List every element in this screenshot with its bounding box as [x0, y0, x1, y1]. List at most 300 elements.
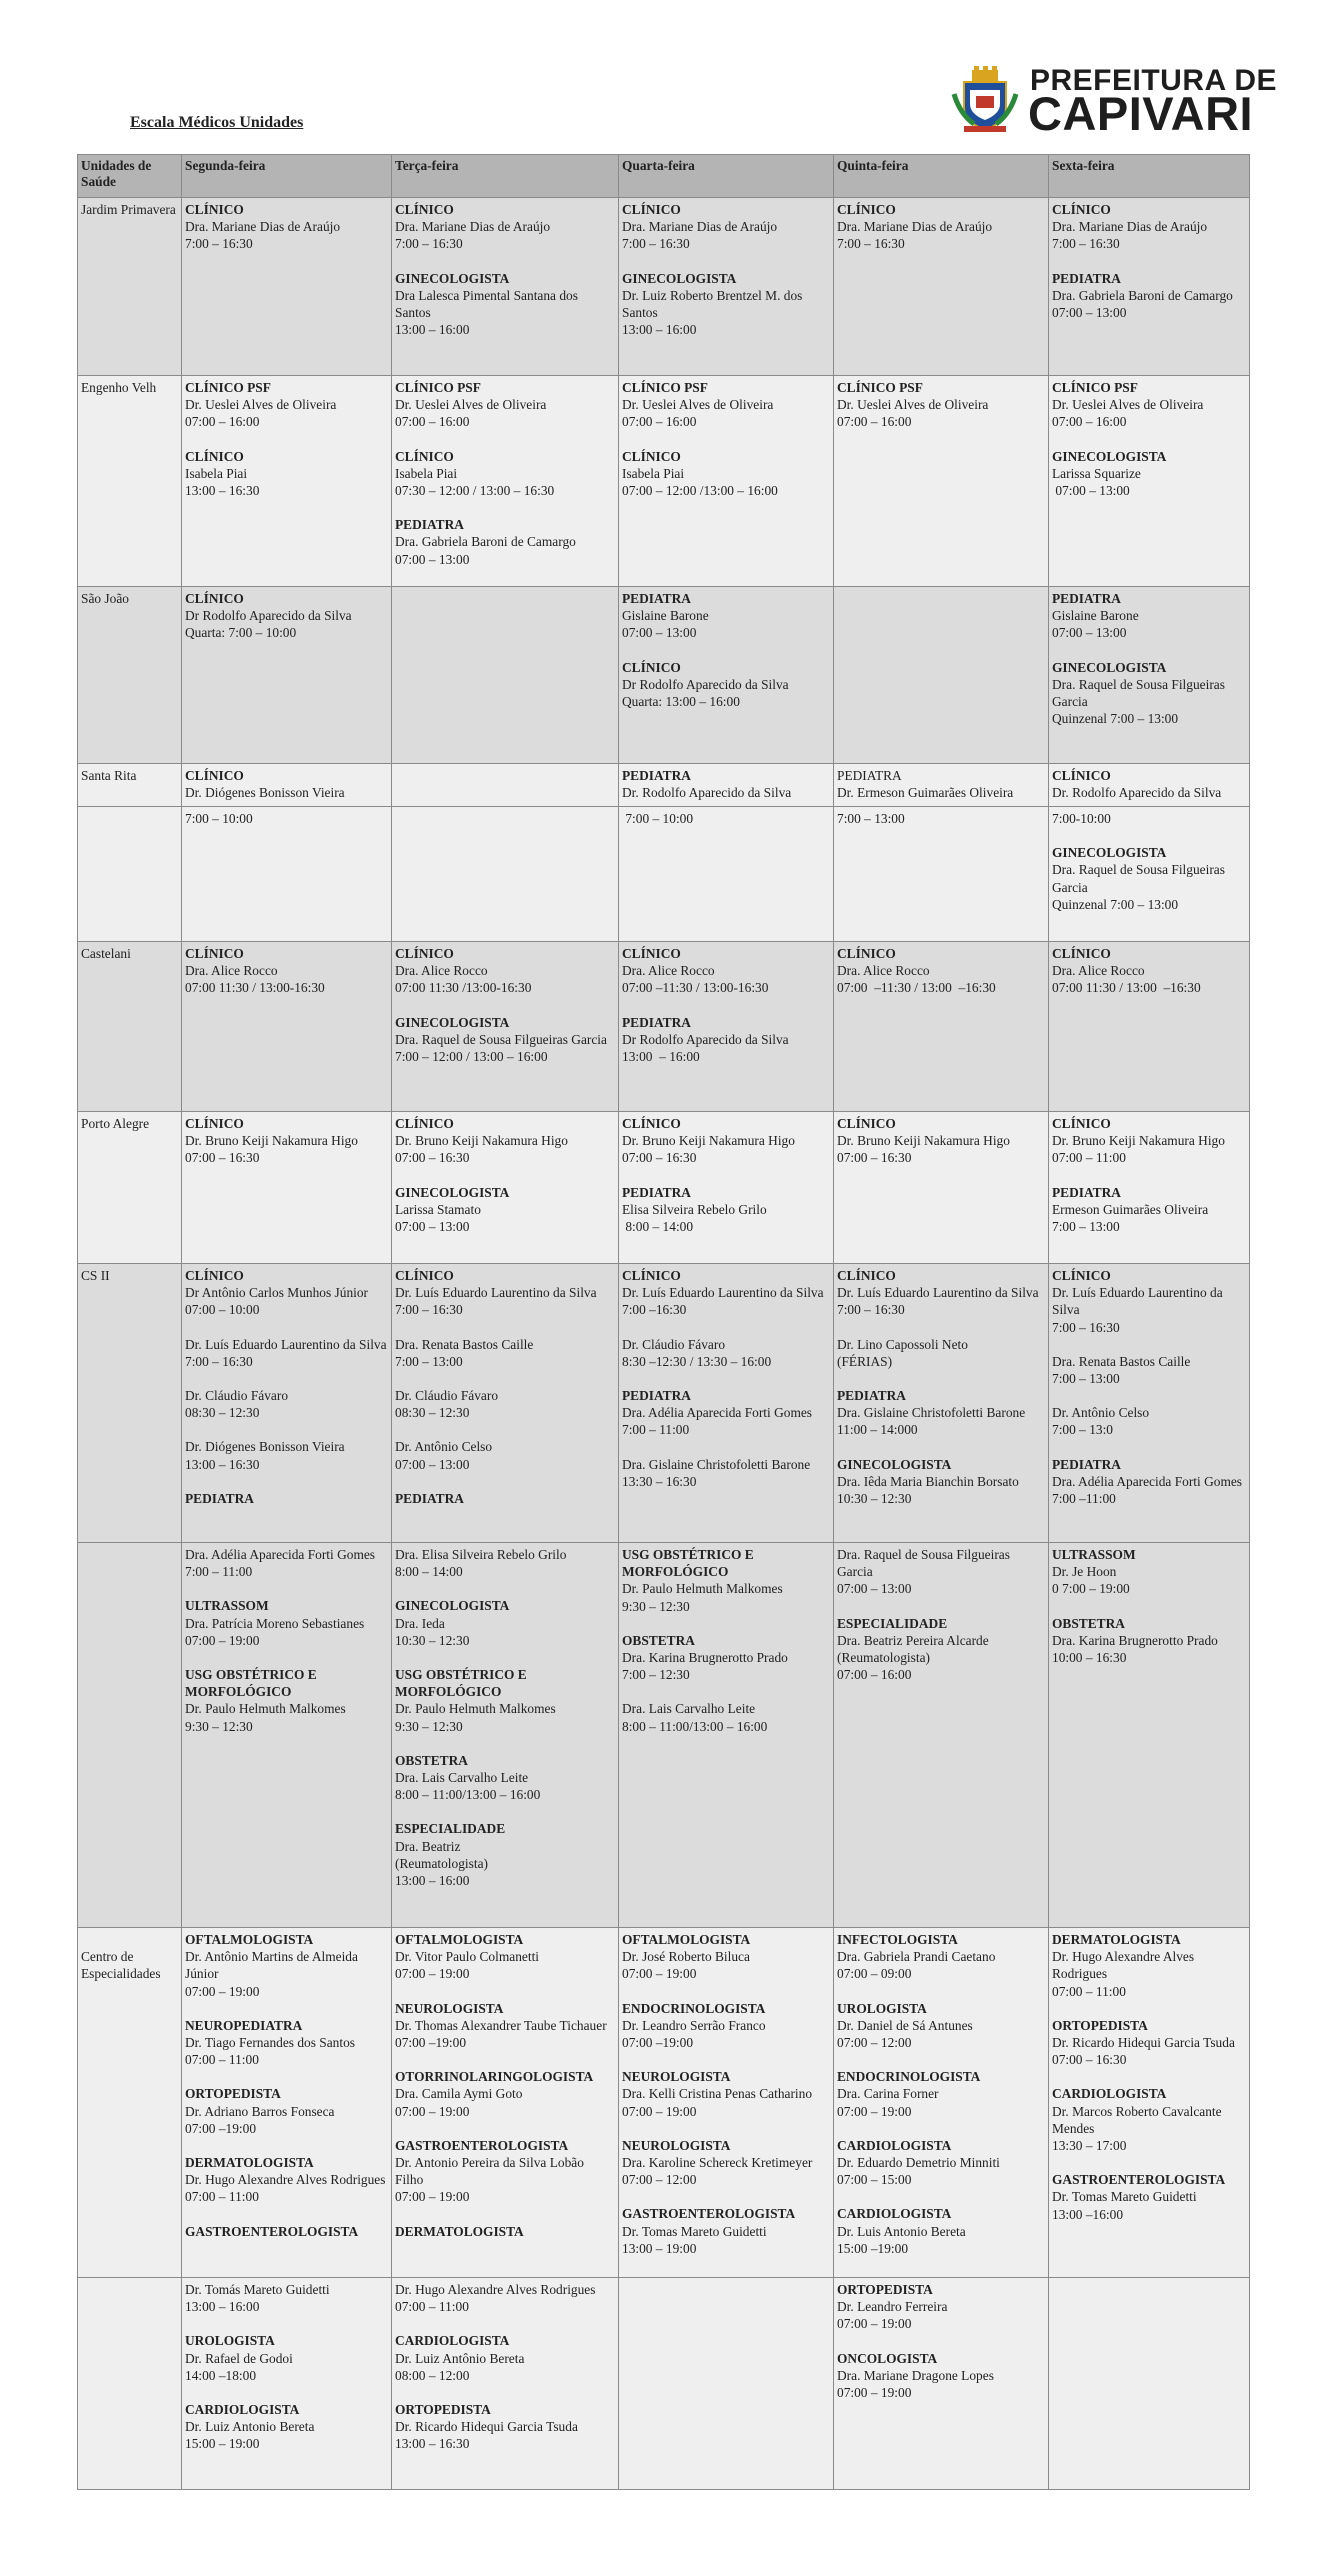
- schedule-entry: [395, 201, 615, 253]
- specialty-label: GINECOLOGISTA: [1052, 659, 1167, 675]
- entry-line: Dr Rodolfo Aparecido da Silva: [622, 1031, 789, 1047]
- entry-line: Quinzenal 7:00 – 13:00: [1052, 711, 1179, 727]
- specialty-label: CLÍNICO: [1052, 768, 1111, 783]
- schedule-entry: [1052, 379, 1246, 431]
- specialty-label: CARDIOLOGISTA: [395, 2333, 510, 2349]
- unit-name-cell: [78, 1543, 182, 1928]
- schedule-entry: [622, 590, 830, 642]
- entry-line: Dra. Mariane Dias de Araújo: [837, 219, 993, 235]
- schedule-entry: [1052, 810, 1246, 827]
- specialty-label: CLÍNICO: [185, 591, 244, 606]
- entry-line: 07:00 – 19:00: [622, 1966, 697, 1982]
- schedule-entry: [395, 1115, 615, 1167]
- entry-line: Dra. Iêda Maria Bianchin Borsato: [837, 1473, 1019, 1489]
- entry-line: 7:00 –16:30: [622, 1302, 687, 1318]
- schedule-entry: [622, 1387, 830, 1439]
- schedule-entry: [622, 659, 830, 711]
- entry-line: 07:00 –19:00: [185, 2120, 257, 2136]
- schedule-entry: [185, 1597, 388, 1649]
- entry-line: 07:00 – 12:00: [622, 2172, 697, 2188]
- table-row: [78, 2278, 1250, 2490]
- entry-line: 7:00 – 13:00: [1052, 1219, 1120, 1235]
- schedule-cell: [182, 587, 392, 764]
- entry-line: 07:00 – 16:00: [185, 414, 260, 430]
- schedule-cell: [1049, 764, 1250, 807]
- entry-line: 7:00-10:00: [1052, 811, 1111, 826]
- schedule-entry: [1052, 1546, 1246, 1598]
- specialty-label: INFECTOLOGISTA: [837, 1932, 958, 1947]
- entry-line: 07:00 – 15:00: [837, 2172, 912, 2188]
- specialty-label: CLÍNICO: [622, 448, 681, 464]
- specialty-label: OFTALMOLOGISTA: [185, 1932, 314, 1947]
- entry-line: 7:00 – 11:00: [622, 1422, 690, 1438]
- schedule-entry: [185, 945, 388, 997]
- schedule-entry: [837, 1615, 1045, 1684]
- entry-line: Dr. Antônio Martins de Almeida Júnior: [185, 1949, 362, 1982]
- schedule-entry: [395, 1490, 615, 1507]
- entry-line: Ermeson Guimarães Oliveira: [1052, 1201, 1209, 1217]
- schedule-cell: [182, 764, 392, 807]
- entry-line: Dr. Leandro Ferreira: [837, 2299, 948, 2315]
- schedule-cell: [1049, 1112, 1250, 1264]
- schedule-entry: [1052, 1404, 1246, 1438]
- schedule-entry: [395, 1931, 615, 1983]
- specialty-label: GASTROENTEROLOGISTA: [185, 2223, 359, 2239]
- schedule-cell: [1049, 376, 1250, 587]
- schedule-body: [78, 198, 1250, 2490]
- schedule-entry: [395, 1387, 615, 1421]
- schedule-entry: [185, 1490, 388, 1507]
- entry-line: Dr. Rafael de Godoi: [185, 2350, 293, 2366]
- schedule-entry: [1052, 1184, 1246, 1236]
- specialty-label: CLÍNICO: [1052, 202, 1111, 217]
- entry-line: Dra. Ieda: [395, 1615, 445, 1631]
- schedule-entry: [395, 1752, 615, 1804]
- entry-line: Dr. Tiago Fernandes dos Santos: [185, 2035, 355, 2051]
- specialty-label: CLÍNICO: [395, 1268, 454, 1283]
- schedule-entry: [622, 1456, 830, 1490]
- schedule-table: [77, 154, 1250, 2490]
- entry-line: Dra. Mariane Dias de Araújo: [185, 219, 341, 235]
- entry-line: Dr. Rodolfo Aparecido da Silva: [622, 785, 792, 801]
- schedule-entry: [1052, 270, 1246, 322]
- entry-line: Dra. Mariane Dias de Araújo: [1052, 219, 1208, 235]
- schedule-entry: [185, 2223, 388, 2240]
- schedule-entry: [837, 201, 1045, 253]
- schedule-entry: [185, 379, 388, 431]
- schedule-entry: [1052, 2017, 1246, 2069]
- schedule-cell: [1049, 807, 1250, 942]
- schedule-entry: [395, 1184, 615, 1236]
- entry-line: Dr. Eduardo Demetrio Minniti: [837, 2155, 1000, 2171]
- schedule-cell: [392, 1112, 619, 1264]
- specialty-label: NEUROLOGISTA: [622, 2069, 731, 2085]
- entry-line: 08:30 – 12:30: [395, 1405, 470, 1421]
- schedule-entry: [622, 767, 830, 801]
- specialty-label: PEDIATRA: [395, 1490, 464, 1506]
- entry-line: Dra. Mariane Dias de Araújo: [622, 219, 778, 235]
- specialty-label: PEDIATRA: [185, 1490, 254, 1506]
- entry-line: Dr. Tomas Mareto Guidetti: [622, 2223, 767, 2239]
- schedule-entry: [622, 2000, 830, 2052]
- entry-line: 7:00 – 13:00: [395, 1353, 463, 1369]
- entry-line: 07:00 – 16:00: [622, 414, 697, 430]
- schedule-entry: [622, 945, 830, 997]
- schedule-entry: [185, 1666, 388, 1735]
- entry-line: Dr. Diógenes Bonisson Vieira: [185, 1439, 345, 1455]
- schedule-entry: [1052, 2085, 1246, 2154]
- schedule-entry: [185, 2281, 388, 2315]
- unit-name-cell: [78, 2278, 182, 2490]
- entry-line: 7:00 – 16:30: [837, 236, 905, 252]
- schedule-entry: [837, 379, 1045, 431]
- schedule-entry: [1052, 1115, 1246, 1167]
- schedule-cell: [392, 764, 619, 807]
- specialty-label: ENDOCRINOLOGISTA: [837, 2069, 981, 2085]
- entry-line: (FÉRIAS): [837, 1353, 893, 1369]
- schedule-cell: [392, 587, 619, 764]
- schedule-cell: [834, 2278, 1049, 2490]
- schedule-entry: [837, 2205, 1045, 2257]
- header-friday: Sexta-feira: [1049, 155, 1250, 198]
- entry-line: Larissa Squarize: [1052, 465, 1141, 481]
- entry-line: 7:00 – 13:00: [1052, 1371, 1120, 1387]
- prefeitura-logo: [950, 64, 1278, 140]
- entry-line: Dr. Luiz Roberto Brentzel M. dos Santos: [622, 287, 806, 321]
- schedule-entry: [837, 1387, 1045, 1439]
- entry-line: Dr. Cláudio Fávaro: [185, 1388, 289, 1404]
- entry-line: Dr. Paulo Helmuth Malkomes: [395, 1701, 556, 1717]
- specialty-label: PEDIATRA: [1052, 1456, 1121, 1472]
- specialty-label: DERMATOLOGISTA: [185, 2155, 314, 2171]
- entry-line: 7:00 – 16:30: [395, 236, 463, 252]
- schedule-entry: [395, 379, 615, 431]
- specialty-label: NEUROPEDIATRA: [185, 2017, 303, 2033]
- schedule-entry: [1052, 2171, 1246, 2223]
- entry-line: Dr. Bruno Keiji Nakamura Higo: [395, 1133, 568, 1149]
- specialty-label: PEDIATRA: [395, 517, 464, 533]
- entry-line: Dr. Tomas Mareto Guidetti: [1052, 2189, 1197, 2205]
- entry-line: 8:00 – 14:00: [395, 1564, 463, 1580]
- specialty-label: GINECOLOGISTA: [395, 270, 510, 286]
- entry-line: Dr. Bruno Keiji Nakamura Higo: [185, 1133, 358, 1149]
- entry-line: Dra. Alice Rocco: [622, 963, 715, 979]
- entry-line: Dra. Alice Rocco: [185, 963, 278, 979]
- entry-line: 7:00 – 10:00: [622, 811, 694, 826]
- entry-line: 11:00 – 14:000: [837, 1422, 918, 1438]
- entry-line: Dr. Daniel de Sá Antunes: [837, 2017, 973, 2033]
- entry-line: Dr. Je Hoon: [1052, 1564, 1117, 1580]
- entry-line: Dr. Bruno Keiji Nakamura Higo: [837, 1133, 1010, 1149]
- header-unit: Unidades de Saúde: [78, 155, 182, 198]
- specialty-label: GINECOLOGISTA: [395, 1598, 510, 1614]
- schedule-entry: [395, 2332, 615, 2384]
- unit-name-cell: Jardim Primavera: [78, 198, 182, 376]
- entry-line: 07:00 – 13:00: [1052, 305, 1127, 321]
- entry-line: 07:00 – 13:00: [395, 1456, 470, 1472]
- entry-line: 07:00 – 19:00: [837, 2316, 912, 2332]
- specialty-label: CLÍNICO: [622, 1116, 681, 1131]
- specialty-label: ORTOPEDISTA: [837, 2282, 933, 2297]
- schedule-cell: [1049, 198, 1250, 376]
- entry-line: Dr. Ricardo Hidequi Garcia Tsuda: [1052, 2035, 1235, 2051]
- entry-line: 13:00 – 16:00: [622, 322, 697, 338]
- entry-line: Dr. Ueslei Alves de Oliveira: [837, 397, 989, 413]
- schedule-entry: [185, 2085, 388, 2137]
- table-row: [78, 198, 1250, 376]
- schedule-cell: [392, 376, 619, 587]
- entry-line: Dra. Gislaine Christofoletti Barone: [622, 1456, 811, 1472]
- schedule-entry: [837, 2350, 1045, 2402]
- entry-line: 07:00 – 19:00: [837, 2103, 912, 2119]
- specialty-label: OFTALMOLOGISTA: [622, 1932, 751, 1947]
- entry-line: Dr. Hugo Alexandre Alves Rodrigues: [395, 2282, 596, 2297]
- entry-line: Dra. Carina Forner: [837, 2086, 939, 2102]
- schedule-cell: [182, 198, 392, 376]
- schedule-entry: [837, 2137, 1045, 2189]
- entry-line: Dra. Mariane Dias de Araújo: [395, 219, 551, 235]
- specialty-label: USG OBSTÉTRICO E MORFOLÓGICO: [395, 1667, 527, 1700]
- specialty-label: CLÍNICO: [837, 1116, 896, 1131]
- specialty-label: CARDIOLOGISTA: [837, 2206, 952, 2222]
- specialty-label: OBSTETRA: [1052, 1615, 1125, 1631]
- specialty-label: CLÍNICO: [185, 448, 244, 464]
- specialty-label: CLÍNICO PSF: [837, 380, 923, 395]
- entry-line: 07:00 –11:30 / 13:00 –16:30: [837, 980, 996, 996]
- entry-line: 9:30 – 12:30: [395, 1718, 463, 1734]
- schedule-entry: [622, 1267, 830, 1319]
- specialty-label: GINECOLOGISTA: [622, 270, 737, 286]
- schedule-entry: [837, 1546, 1045, 1598]
- entry-line: 07:00 – 16:30: [395, 1150, 470, 1166]
- entry-line: 07:00 – 09:00: [837, 1966, 912, 1982]
- entry-line: Elisa Silveira Rebelo Grilo: [622, 1201, 767, 1217]
- entry-line: Dra. Patrícia Moreno Sebastianes: [185, 1615, 365, 1631]
- specialty-label: PEDIATRA: [622, 1014, 691, 1030]
- entry-line: 07:00 – 19:00: [622, 2103, 697, 2119]
- schedule-entry: [185, 1387, 388, 1421]
- entry-line: Dra. Karina Brugnerotto Prado: [1052, 1632, 1218, 1648]
- specialty-label: CLÍNICO: [622, 946, 681, 961]
- entry-line: 07:00 11:30 /13:00-16:30: [395, 980, 532, 996]
- entry-line: 07:00 – 19:00: [395, 2103, 470, 2119]
- entry-line: 07:00 – 10:00: [185, 1302, 260, 1318]
- schedule-cell: [182, 807, 392, 942]
- schedule-cell: [834, 807, 1049, 942]
- schedule-entry: [837, 767, 1045, 801]
- entry-line: 07:00 –19:00: [395, 2035, 467, 2051]
- table-row: [78, 807, 1250, 942]
- entry-line: 7:00 – 13:00: [837, 811, 905, 826]
- table-row: [78, 1543, 1250, 1928]
- entry-line: Dr. Bruno Keiji Nakamura Higo: [622, 1133, 795, 1149]
- specialty-label: ORTOPEDISTA: [1052, 2017, 1148, 2033]
- entry-line: Dr. José Roberto Biluca: [622, 1949, 750, 1965]
- entry-line: Dr. Diógenes Bonisson Vieira: [185, 785, 345, 801]
- entry-line: Dr. Ermeson Guimarães Oliveira: [837, 785, 1014, 801]
- schedule-entry: [185, 2401, 388, 2453]
- entry-line: 7:00 – 16:30: [395, 1302, 463, 1318]
- entry-line: Dr. Lino Capossoli Neto: [837, 1336, 968, 1352]
- entry-line: Dra. Gislaine Christofoletti Barone: [837, 1405, 1026, 1421]
- specialty-label: PEDIATRA: [622, 591, 691, 606]
- entry-line: Dra. Alice Rocco: [395, 963, 488, 979]
- entry-line: 07:00 – 13:00: [1052, 625, 1127, 641]
- schedule-cell: [834, 587, 1049, 764]
- schedule-entry: [1052, 590, 1246, 642]
- specialty-label: CLÍNICO PSF: [1052, 380, 1138, 395]
- schedule-entry: [837, 2000, 1045, 2052]
- entry-line: Dr Rodolfo Aparecido da Silva: [622, 676, 789, 692]
- schedule-entry: [837, 1115, 1045, 1167]
- schedule-entry: [837, 1336, 1045, 1370]
- schedule-cell: [392, 198, 619, 376]
- specialty-label: CLÍNICO: [837, 946, 896, 961]
- schedule-entry: [1052, 448, 1246, 500]
- entry-line: 13:00 – 16:30: [185, 1456, 260, 1472]
- schedule-cell: [619, 807, 834, 942]
- schedule-cell: [392, 1928, 619, 2278]
- entry-line: 8:00 – 14:00: [622, 1219, 694, 1235]
- specialty-label: CLÍNICO: [185, 946, 244, 961]
- entry-line: Dr. Ueslei Alves de Oliveira: [622, 397, 774, 413]
- specialty-label: PEDIATRA: [1052, 591, 1121, 606]
- entry-line: 8:30 –12:30 / 13:30 – 16:00: [622, 1353, 772, 1369]
- entry-line: 07:00 – 13:00: [837, 1581, 912, 1597]
- specialty-label: PEDIATRA: [837, 1388, 906, 1404]
- schedule-cell: [619, 376, 834, 587]
- specialty-label: ESPECIALIDADE: [395, 1821, 506, 1837]
- entry-line: Dr. Tomás Mareto Guidetti: [185, 2282, 330, 2297]
- header-monday: Segunda-feira: [182, 155, 392, 198]
- schedule-cell: [1049, 1928, 1250, 2278]
- entry-line: 07:00 –11:30 / 13:00-16:30: [622, 980, 769, 996]
- entry-line: 13:00 – 16:00: [395, 322, 470, 338]
- entry-line: 07:00 – 11:00: [1052, 1983, 1126, 1999]
- schedule-entry: [395, 1666, 615, 1735]
- entry-line: Dr. Adriano Barros Fonseca: [185, 2103, 335, 2119]
- specialty-label: CLÍNICO: [622, 1268, 681, 1283]
- unit-name-cell: Santa Rita: [78, 764, 182, 807]
- specialty-label: CLÍNICO: [1052, 1116, 1111, 1131]
- entry-line: 07:00 – 11:00: [1052, 1150, 1126, 1166]
- specialty-label: GINECOLOGISTA: [1052, 448, 1167, 464]
- schedule-entry: [185, 1336, 388, 1370]
- specialty-label: CLÍNICO: [395, 1116, 454, 1131]
- entry-line: 07:00 – 16:30: [622, 1150, 697, 1166]
- entry-line: 10:30 – 12:30: [837, 1491, 912, 1507]
- unit-name-cell: Centro de Especialidades: [78, 1928, 182, 2278]
- table-row: [78, 587, 1250, 764]
- entry-line: Dra. Kelli Cristina Penas Catharino: [622, 2086, 813, 2102]
- schedule-entry: [622, 448, 830, 500]
- schedule-entry: [622, 1014, 830, 1066]
- entry-line: Dra Lalesca Pimental Santana dos Santos: [395, 287, 582, 321]
- specialty-label: CLÍNICO: [185, 768, 244, 783]
- schedule-cell: [182, 1112, 392, 1264]
- schedule-cell: [392, 1264, 619, 1543]
- specialty-label: CARDIOLOGISTA: [1052, 2086, 1167, 2102]
- schedule-entry: [395, 1820, 615, 1889]
- schedule-cell: [182, 2278, 392, 2490]
- entry-line: Dra. Raquel de Sousa Filgueiras Garcia: [837, 1547, 1014, 1580]
- schedule-entry: [395, 1014, 615, 1066]
- entry-line: 7:00 – 16:30: [837, 1302, 905, 1318]
- specialty-label: OBSTETRA: [395, 1752, 468, 1768]
- entry-line: 8:00 – 11:00/13:00 – 16:00: [395, 1787, 541, 1803]
- entry-line: 14:00 –18:00: [185, 2367, 257, 2383]
- logo-line1: PREFEITURA DE: [1030, 64, 1278, 97]
- schedule-entry: [622, 1184, 830, 1236]
- entry-line: 7:00 – 16:30: [185, 1353, 253, 1369]
- entry-line: 07:00 – 11:00: [185, 2052, 259, 2068]
- schedule-entry: [837, 2281, 1045, 2333]
- city-crest-icon: [950, 64, 1020, 134]
- entry-line: 15:00 – 19:00: [185, 2436, 260, 2452]
- entry-line: Quarta: 7:00 – 10:00: [185, 625, 297, 641]
- entry-line: 07:00 – 16:30: [185, 1150, 260, 1166]
- schedule-entry: [185, 590, 388, 642]
- specialty-label: CLÍNICO: [185, 202, 244, 217]
- specialty-label: GASTROENTEROLOGISTA: [622, 2206, 796, 2222]
- schedule-entry: [622, 270, 830, 339]
- schedule-entry: [395, 2068, 615, 2120]
- schedule-cell: [834, 942, 1049, 1112]
- entry-line: 07:00 – 11:00: [395, 2299, 469, 2315]
- entry-line: 07:00 – 13:00: [622, 625, 697, 641]
- schedule-cell: [392, 2278, 619, 2490]
- schedule-cell: [619, 1112, 834, 1264]
- entry-line: 08:30 – 12:30: [185, 1405, 260, 1421]
- schedule-cell: [1049, 1264, 1250, 1543]
- entry-line: Dra. Karina Brugnerotto Prado: [622, 1650, 788, 1666]
- schedule-entry: [1052, 1615, 1246, 1667]
- entry-line: (Reumatologista): [837, 1650, 930, 1666]
- schedule-entry: [837, 2068, 1045, 2120]
- schedule-entry: [622, 810, 830, 827]
- entry-line: 13:00 – 16:00: [395, 1873, 470, 1889]
- entry-line: Dr. Hugo Alexandre Alves Rodrigues: [185, 2172, 386, 2188]
- entry-line: 07:00 – 16:00: [837, 1667, 912, 1683]
- specialty-label: ENDOCRINOLOGISTA: [622, 2000, 766, 2016]
- schedule-entry: [395, 1336, 615, 1370]
- schedule-cell: [619, 764, 834, 807]
- schedule-cell: [834, 1928, 1049, 2278]
- entry-line: Dr Rodolfo Aparecido da Silva: [185, 608, 352, 624]
- specialty-label: CLÍNICO: [837, 1268, 896, 1283]
- entry-line: Dra. Raquel de Sousa Filgueiras Garcia: [1052, 862, 1229, 895]
- entry-line: Dr. Paulo Helmuth Malkomes: [622, 1581, 783, 1597]
- entry-line: Dr Antônio Carlos Munhos Júnior: [185, 1285, 369, 1301]
- specialty-label: CLÍNICO: [1052, 946, 1111, 961]
- entry-line: Dra. Raquel de Sousa Filgueiras Garcia: [1052, 676, 1229, 710]
- entry-line: Dr. Luís Eduardo Laurentino da Silva: [622, 1285, 824, 1301]
- entry-line: 07:00 – 19:00: [185, 1632, 260, 1648]
- schedule-entry: [395, 1546, 615, 1580]
- specialty-label: USG OBSTÉTRICO E MORFOLÓGICO: [185, 1667, 317, 1700]
- schedule-entry: [185, 2017, 388, 2069]
- specialty-label: CLÍNICO: [837, 202, 896, 217]
- schedule-entry: [395, 1267, 615, 1319]
- schedule-entry: [622, 201, 830, 253]
- entry-line: Dr. Ueslei Alves de Oliveira: [185, 397, 337, 413]
- entry-line: Dra. Gabriela Baroni de Camargo: [395, 534, 576, 550]
- entry-line: 07:00 – 13:00: [395, 1219, 470, 1235]
- schedule-entry: [185, 767, 388, 801]
- schedule-cell: [392, 807, 619, 942]
- specialty-label: ULTRASSOM: [1052, 1547, 1136, 1562]
- schedule-cell: [1049, 2278, 1250, 2490]
